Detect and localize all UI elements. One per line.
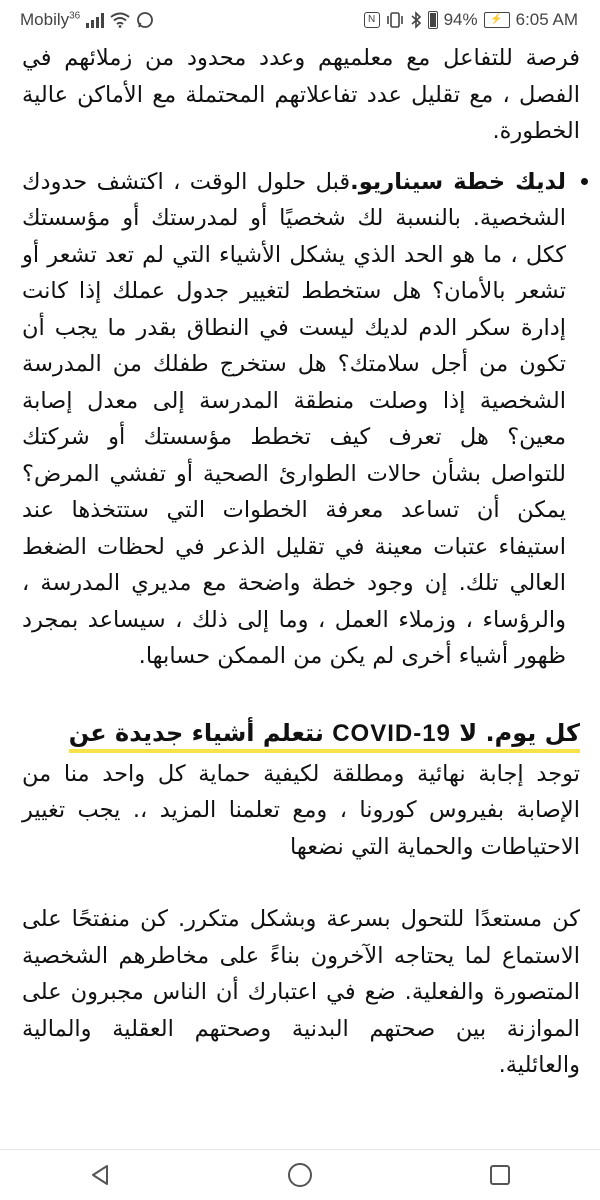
bullet-icon	[581, 178, 588, 185]
heading-suffix: نتعلم أشياء جديدة عن	[68, 718, 324, 747]
home-icon	[286, 1161, 314, 1189]
battery-percent: 94%	[443, 10, 478, 29]
status-left	[20, 10, 154, 30]
recents-icon	[488, 1163, 512, 1187]
carrier-label: Mobily$^{36}$	[20, 10, 81, 29]
home-button[interactable]	[280, 1155, 320, 1195]
status-bar	[0, 0, 600, 40]
status-right	[364, 10, 578, 30]
whatsapp-icon	[136, 11, 154, 29]
nfc-icon: N	[364, 12, 380, 28]
section-heading	[22, 715, 580, 752]
bullet-paragraph	[22, 164, 580, 675]
clock: 6:05 AM	[515, 10, 578, 29]
bluetooth-icon	[410, 11, 422, 29]
article-content[interactable]	[0, 40, 600, 1150]
wifi-icon	[110, 12, 130, 28]
back-icon	[89, 1163, 111, 1187]
paragraph-2: توجد إجابة نهائية ومطلقة لكيفية حماية كل واحد منا من الإصابة بفيروس كورونا ، ومع تعلمنا المزيد ،. يجب تغيير الاحتياطات والحماية التي نضعها	[22, 760, 580, 860]
battery-icon	[428, 11, 438, 29]
vibrate-icon	[386, 12, 404, 28]
paragraph-3: كن مستعدًا للتحول بسرعة وبشكل متكرر. كن منفتحًا على الاستماع لما يحتاجه الآخرون بناءً على مخاطرهم الشخصية المتصورة والفعلية. ضع في اعتبارك أن الناس مجبرون على الموازنة بين صحتهم البدنية وصحتهم العقلية والمالية والعائلية.	[22, 906, 580, 1078]
heading-prefix: كل يوم. لا	[459, 718, 580, 747]
bullet-body: قبل حلول الوقت ، اكتشف حدودك الشخصية. بالنسبة لك شخصيًا أو لمدرستك أو مؤسستك ككل ، ما هو الحد الذي يشكل الأشياء التي لم تعد تشعر أو تشعر بالأمان؟ هل ستخطط لتغيير جدول عملك إذا كانت إدارة سكر الدم لديك ليست في النطاق بقدر ما يجب أن تكون من أجل سلامتك؟ هل ستخرج طفلك من المدرسة الشخصية إذا وصلت منطقة المدرسة إلى معدل إصابة معين؟ هل تعرف كيف تخطط مؤسستك أو شركتك للتواصل بشأن حالات الطوارئ الصحية أو تفشي المرض؟ يمكن أن تساعد معرفة الخطوات التي ستتخذها عند استيفاء عتبات معينة في تقليل الذعر في لحظات الضغط العالي تلك. إن وجود خطة واضحة مع مديري المدرسة ، والرؤساء ، وزملاء العمل ، وما إلى ذلك ، سيساعد بمجرد ظهور أشياء أخرى لم يكن من الممكن حسابها.	[22, 168, 566, 669]
intro-paragraph: فرصة للتفاعل مع معلميهم وعدد محدود من زملائهم في الفصل ، مع تقليل عدد تفاعلاتهم المحتملة مع الأماكن عالية الخطورة.	[22, 45, 580, 144]
list-item	[22, 164, 580, 675]
bullet-lead: لديك خطة سيناريو.	[350, 168, 566, 195]
recents-button[interactable]	[480, 1155, 520, 1195]
charging-icon: ⚡	[484, 12, 510, 28]
navigation-bar	[0, 1149, 600, 1200]
heading-highlight	[69, 719, 580, 753]
signal-icon	[86, 12, 104, 28]
back-button[interactable]	[80, 1155, 120, 1195]
heading-covid: COVID-19	[332, 719, 451, 747]
